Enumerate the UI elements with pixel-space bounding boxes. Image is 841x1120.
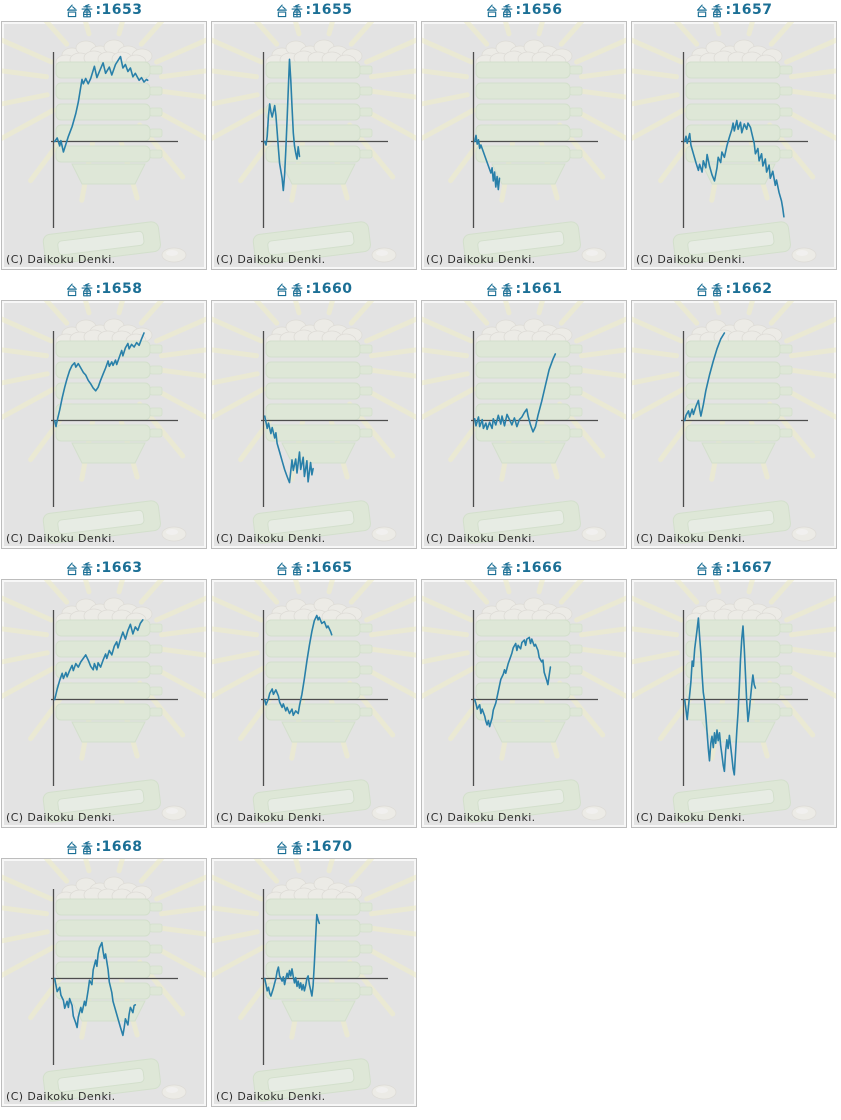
- machine-graph-cell[interactable]: [631, 279, 837, 549]
- kanji-ban-icon: [290, 562, 304, 576]
- kanji-ban-icon: [290, 283, 304, 297]
- machine-number-text: :1653: [95, 2, 143, 18]
- copyright-label: (C) Daikoku Denki.: [426, 253, 536, 266]
- machine-number-title[interactable]: [421, 558, 627, 579]
- machine-number-title[interactable]: [631, 0, 837, 21]
- kanji-ban-icon: [710, 4, 724, 18]
- kanji-dai-icon: [65, 841, 79, 855]
- machine-number-text: :1657: [725, 2, 773, 18]
- slump-graph: [632, 301, 836, 548]
- machine-number-title[interactable]: [421, 279, 627, 300]
- machine-graph-cell[interactable]: [1, 279, 207, 549]
- kanji-ban-icon: [500, 283, 514, 297]
- graph-panel[interactable]: [1, 858, 207, 1107]
- copyright-label: (C) Daikoku Denki.: [6, 253, 116, 266]
- slump-graph: [422, 580, 626, 827]
- machine-number-text: :1666: [515, 560, 563, 576]
- machine-number-title[interactable]: [211, 0, 417, 21]
- kanji-dai-icon: [695, 562, 709, 576]
- kanji-ban-icon: [80, 562, 94, 576]
- machine-graph-cell[interactable]: [211, 0, 417, 270]
- pachinko-machine-watermark: [212, 22, 416, 265]
- kanji-ban-icon: [500, 4, 514, 18]
- copyright-label: (C) Daikoku Denki.: [636, 253, 746, 266]
- machine-number-text: :1655: [305, 2, 353, 18]
- slump-graph: [212, 22, 416, 269]
- machine-graph-cell[interactable]: [1, 837, 207, 1107]
- kanji-dai-icon: [485, 283, 499, 297]
- machine-number-text: :1662: [725, 281, 773, 297]
- machine-number-title[interactable]: [211, 837, 417, 858]
- slump-graph: [632, 580, 836, 827]
- machine-number-title[interactable]: [1, 837, 207, 858]
- kanji-ban-icon: [80, 4, 94, 18]
- pachinko-machine-watermark: [2, 22, 206, 265]
- kanji-ban-icon: [290, 4, 304, 18]
- machine-number-text: :1670: [305, 839, 353, 855]
- slump-graph: [2, 22, 206, 269]
- machine-number-title[interactable]: [211, 279, 417, 300]
- machine-number-text: :1668: [95, 839, 143, 855]
- machine-number-text: :1667: [725, 560, 773, 576]
- kanji-dai-icon: [275, 562, 289, 576]
- kanji-ban-icon: [710, 562, 724, 576]
- graph-panel[interactable]: [211, 858, 417, 1107]
- slump-graph: [2, 580, 206, 827]
- machine-number-text: :1661: [515, 281, 563, 297]
- machine-graph-cell[interactable]: [421, 0, 627, 270]
- pachinko-machine-watermark: [212, 580, 416, 823]
- copyright-label: (C) Daikoku Denki.: [636, 532, 746, 545]
- kanji-dai-icon: [65, 562, 79, 576]
- pachinko-machine-watermark: [632, 22, 836, 265]
- graph-panel[interactable]: [211, 300, 417, 549]
- graph-panel[interactable]: [631, 21, 837, 270]
- kanji-ban-icon: [290, 841, 304, 855]
- kanji-dai-icon: [695, 4, 709, 18]
- kanji-dai-icon: [485, 4, 499, 18]
- pachinko-machine-watermark: [2, 580, 206, 823]
- copyright-label: (C) Daikoku Denki.: [426, 811, 536, 824]
- pachinko-machine-watermark: [2, 859, 206, 1102]
- pachinko-machine-watermark: [632, 580, 836, 823]
- pachinko-machine-watermark: [632, 301, 836, 544]
- kanji-dai-icon: [695, 283, 709, 297]
- machine-number-title[interactable]: [421, 0, 627, 21]
- machine-graph-cell[interactable]: [211, 279, 417, 549]
- machine-number-title[interactable]: [1, 558, 207, 579]
- kanji-dai-icon: [65, 283, 79, 297]
- machine-number-title[interactable]: [1, 0, 207, 21]
- slump-graph: [212, 859, 416, 1106]
- copyright-label: (C) Daikoku Denki.: [6, 532, 116, 545]
- slump-graph: [422, 301, 626, 548]
- slump-graph: [632, 22, 836, 269]
- kanji-ban-icon: [80, 841, 94, 855]
- copyright-label: (C) Daikoku Denki.: [6, 1090, 116, 1103]
- machine-graph-cell[interactable]: [421, 558, 627, 828]
- slump-graph: [212, 301, 416, 548]
- machine-number-text: :1663: [95, 560, 143, 576]
- graph-panel[interactable]: [631, 300, 837, 549]
- graph-panel[interactable]: [421, 300, 627, 549]
- machine-number-title[interactable]: [631, 279, 837, 300]
- graph-panel[interactable]: [1, 21, 207, 270]
- copyright-label: (C) Daikoku Denki.: [216, 532, 326, 545]
- pachinko-machine-watermark: [422, 580, 626, 823]
- machine-number-text: :1656: [515, 2, 563, 18]
- graph-panel[interactable]: [211, 579, 417, 828]
- machine-number-title[interactable]: [1, 279, 207, 300]
- machine-graph-cell[interactable]: [631, 0, 837, 270]
- kanji-dai-icon: [275, 4, 289, 18]
- copyright-label: (C) Daikoku Denki.: [636, 811, 746, 824]
- kanji-dai-icon: [275, 841, 289, 855]
- copyright-label: (C) Daikoku Denki.: [216, 253, 326, 266]
- graph-panel[interactable]: [631, 579, 837, 828]
- pachinko-machine-watermark: [422, 301, 626, 544]
- machine-graph-cell[interactable]: [421, 279, 627, 549]
- graph-panel[interactable]: [1, 579, 207, 828]
- kanji-ban-icon: [500, 562, 514, 576]
- machine-graph-cell[interactable]: [1, 0, 207, 270]
- graph-panel[interactable]: [421, 21, 627, 270]
- kanji-dai-icon: [65, 4, 79, 18]
- machine-graph-cell[interactable]: [631, 558, 837, 828]
- copyright-label: (C) Daikoku Denki.: [216, 811, 326, 824]
- slump-graph: [422, 22, 626, 269]
- machine-number-text: :1658: [95, 281, 143, 297]
- copyright-label: (C) Daikoku Denki.: [6, 811, 116, 824]
- pachinko-machine-watermark: [212, 301, 416, 544]
- kanji-dai-icon: [275, 283, 289, 297]
- pachinko-machine-watermark: [422, 22, 626, 265]
- graph-panel[interactable]: [211, 21, 417, 270]
- kanji-ban-icon: [710, 283, 724, 297]
- machine-number-title[interactable]: [631, 558, 837, 579]
- machine-graph-cell[interactable]: [211, 837, 417, 1107]
- graph-panel[interactable]: [1, 300, 207, 549]
- copyright-label: (C) Daikoku Denki.: [216, 1090, 326, 1103]
- pachinko-machine-watermark: [2, 301, 206, 544]
- slump-graph: [212, 580, 416, 827]
- machine-number-title[interactable]: [211, 558, 417, 579]
- machine-graph-cell[interactable]: [1, 558, 207, 828]
- machine-number-text: :1660: [305, 281, 353, 297]
- kanji-dai-icon: [485, 562, 499, 576]
- kanji-ban-icon: [80, 283, 94, 297]
- graph-panel[interactable]: [421, 579, 627, 828]
- machine-number-text: :1665: [305, 560, 353, 576]
- copyright-label: (C) Daikoku Denki.: [426, 532, 536, 545]
- slump-graph: [2, 859, 206, 1106]
- machine-graph-cell[interactable]: [211, 558, 417, 828]
- slump-graph: [2, 301, 206, 548]
